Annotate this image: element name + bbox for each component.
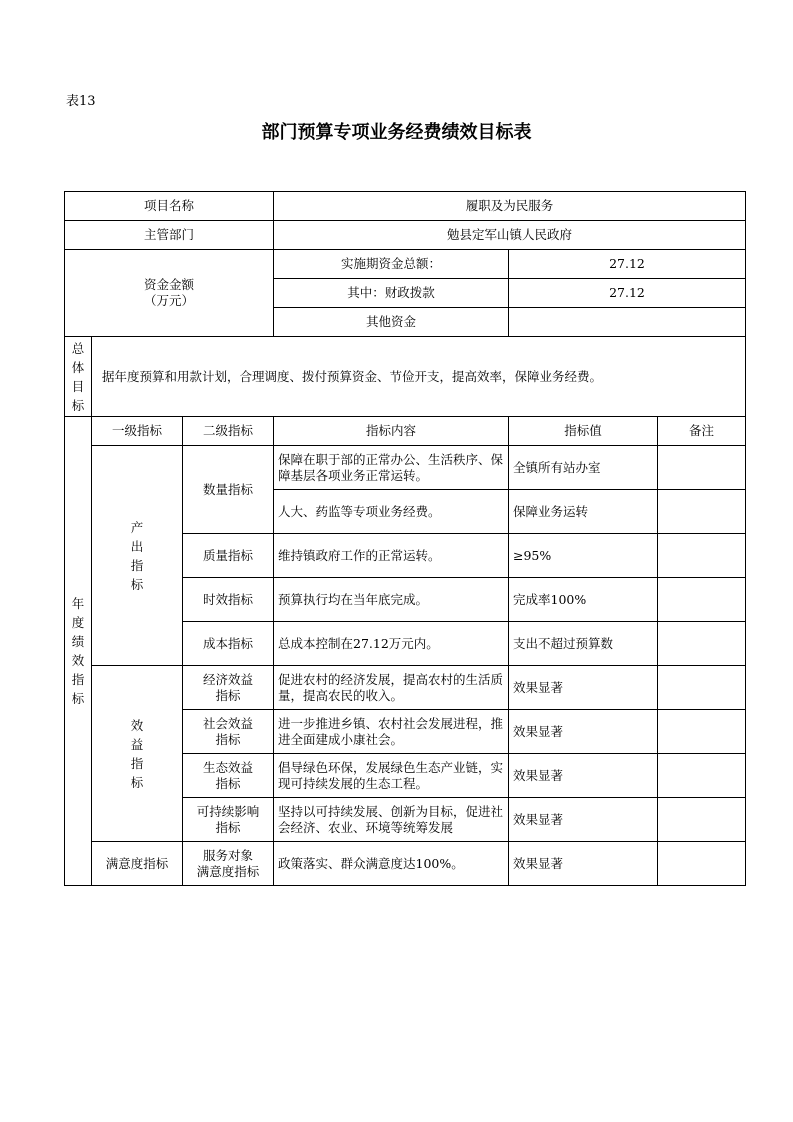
funds-total-value: 27.12 <box>509 250 746 279</box>
indicator-content: 维持镇政府工作的正常运转。 <box>274 534 509 578</box>
economic-benefit-label: 经济效益 指标 <box>183 666 274 710</box>
header-level2: 二级指标 <box>183 417 274 446</box>
department-value: 勉县定军山镇人民政府 <box>274 221 746 250</box>
header-row <box>65 417 746 446</box>
header-remark: 备注 <box>658 417 746 446</box>
header-content: 指标内容 <box>274 417 509 446</box>
funds-label <box>65 250 274 337</box>
funds-fiscal-label: 其中：财政拨款 <box>274 279 509 308</box>
annual-indicator-label: 年 度 绩 效 指 标 <box>65 417 92 886</box>
funds-label-line2: （万元） <box>143 293 194 308</box>
indicator-content: 倡导绿色环保，发展绿色生态产业链，实现可持续发展的生态工程。 <box>274 754 509 798</box>
table-row <box>65 446 746 490</box>
output-indicator-label: 产 出 指 标 <box>92 446 183 666</box>
indicator-remark <box>658 798 746 842</box>
indicator-value: 完成率100% <box>509 578 658 622</box>
overall-objective-text: 据年度预算和用款计划，合理调度、拨付预算资金、节俭开支，提高效率，保障业务经费。 <box>92 337 746 417</box>
social-benefit-label: 社会效益 指标 <box>183 710 274 754</box>
department-label: 主管部门 <box>65 221 274 250</box>
indicator-remark <box>658 490 746 534</box>
ecological-benefit-label: 生态效益 指标 <box>183 754 274 798</box>
benefit-indicator-label: 效 益 指 标 <box>92 666 183 842</box>
project-label: 项目名称 <box>65 192 274 221</box>
indicator-content: 政策落实、群众满意度达100%。 <box>274 842 509 886</box>
funds-total-label: 实施期资金总额： <box>274 250 509 279</box>
overall-objective-row <box>65 337 746 417</box>
indicator-content: 保障在职于部的正常办公、生活秩序、保障基层各项业务正常运转。 <box>274 446 509 490</box>
indicator-remark <box>658 534 746 578</box>
indicator-value: 效果显著 <box>509 710 658 754</box>
indicator-remark <box>658 622 746 666</box>
project-value: 履职及为民服务 <box>274 192 746 221</box>
quality-indicator-label: 质量指标 <box>183 534 274 578</box>
service-satisfaction-label: 服务对象 满意度指标 <box>183 842 274 886</box>
indicator-remark <box>658 754 746 798</box>
timeliness-indicator-label: 时效指标 <box>183 578 274 622</box>
overall-objective-label: 总 体 目 标 <box>65 337 92 417</box>
indicator-value: 效果显著 <box>509 666 658 710</box>
funds-total-row <box>65 250 746 279</box>
table-row <box>65 666 746 710</box>
funds-other-label: 其他资金 <box>274 308 509 337</box>
page-title: 部门预算专项业务经费绩效目标表 <box>261 122 532 143</box>
table-number: 表13 <box>66 94 96 109</box>
indicator-content: 总成本控制在27.12万元内。 <box>274 622 509 666</box>
department-row <box>65 221 746 250</box>
indicator-content: 人大、药监等专项业务经费。 <box>274 490 509 534</box>
indicator-content: 预算执行均在当年底完成。 <box>274 578 509 622</box>
indicator-value: 支出不超过预算数 <box>509 622 658 666</box>
indicator-remark <box>658 842 746 886</box>
indicator-remark <box>658 578 746 622</box>
satisfaction-indicator-label: 满意度指标 <box>92 842 183 886</box>
indicator-value: 保障业务运转 <box>509 490 658 534</box>
indicator-remark <box>658 666 746 710</box>
header-value: 指标值 <box>509 417 658 446</box>
indicator-content: 坚持以可持续发展、创新为目标，促进社会经济、农业、环境等统筹发展 <box>274 798 509 842</box>
indicator-content: 促进农村的经济发展，提高农村的生活质量，提高农民的收入。 <box>274 666 509 710</box>
sustainability-label: 可持续影响 指标 <box>183 798 274 842</box>
funds-label-line1: 资金金额 <box>143 277 194 292</box>
indicator-remark <box>658 446 746 490</box>
indicator-value: 效果显著 <box>509 842 658 886</box>
indicator-value: 效果显著 <box>509 754 658 798</box>
indicator-value: 全镇所有站办室 <box>509 446 658 490</box>
table-row <box>65 842 746 886</box>
indicator-value: ≥95% <box>509 534 658 578</box>
performance-target-table <box>64 191 746 886</box>
funds-fiscal-value: 27.12 <box>509 279 746 308</box>
indicator-remark <box>658 710 746 754</box>
indicator-value: 效果显著 <box>509 798 658 842</box>
quantity-indicator-label: 数量指标 <box>183 446 274 534</box>
header-level1: 一级指标 <box>92 417 183 446</box>
project-row <box>65 192 746 221</box>
cost-indicator-label: 成本指标 <box>183 622 274 666</box>
indicator-content: 进一步推进乡镇、农村社会发展进程，推进全面建成小康社会。 <box>274 710 509 754</box>
funds-other-value <box>509 308 746 337</box>
